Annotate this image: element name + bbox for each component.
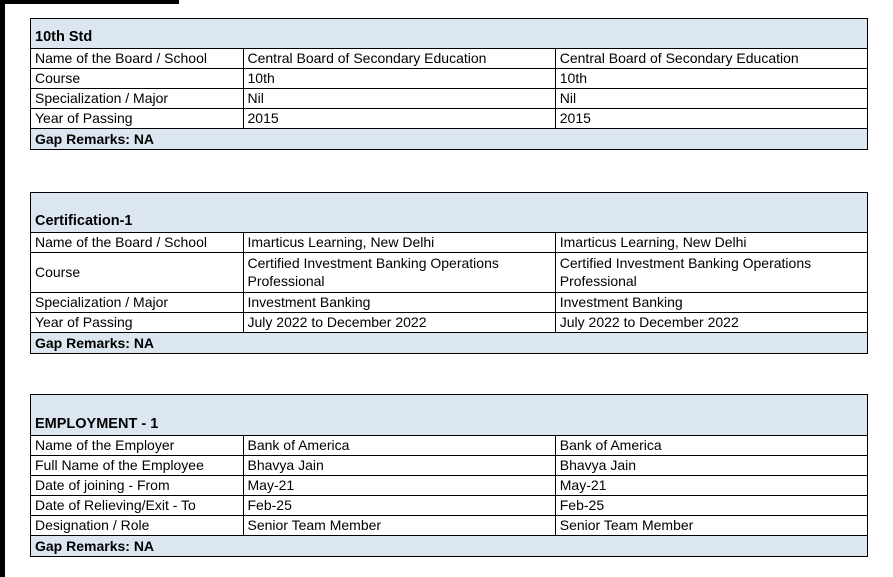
certification-table [30, 192, 868, 354]
gap-remarks-row: Gap Remarks: NA [31, 535, 867, 556]
table-row [31, 48, 867, 68]
cell-value: Bank of America [243, 436, 555, 455]
cell-value: Bhavya Jain [243, 456, 555, 475]
row-label: Date of Relieving/Exit - To [35, 496, 196, 513]
row-label: Year of Passing [35, 109, 133, 126]
table-row [31, 455, 867, 475]
table-row [31, 312, 867, 332]
row-label: Year of Passing [35, 313, 133, 330]
page-left-border [0, 0, 5, 577]
cell-value: Certified Investment Banking Operations Professional [243, 253, 555, 292]
table-row [31, 88, 867, 108]
cell-value: May-21 [555, 476, 867, 495]
table-row [31, 475, 867, 495]
cell-value: 10th [555, 69, 867, 88]
row-label: Date of joining - From [35, 476, 170, 493]
row-label: Name of the Employer [35, 436, 175, 453]
cell-value: Imarticus Learning, New Delhi [555, 233, 867, 252]
gap-remarks-row: Gap Remarks: NA [31, 128, 867, 149]
table-title: Certification-1 [31, 193, 867, 232]
cell-value: Nil [555, 89, 867, 108]
table-row [31, 252, 867, 292]
table-title: 10th Std [31, 19, 867, 48]
row-label: Specialization / Major [35, 89, 169, 106]
row-label: Full Name of the Employee [35, 456, 204, 473]
cell-value: 10th [243, 69, 555, 88]
row-label: Name of the Board / School [35, 233, 207, 250]
cell-value: Certified Investment Banking Operations Professional [555, 253, 867, 292]
cell-value: Feb-25 [243, 496, 555, 515]
table-row [31, 232, 867, 252]
row-label: Designation / Role [35, 516, 150, 533]
table-title: EMPLOYMENT - 1 [31, 395, 867, 435]
cell-value: 2015 [243, 109, 555, 128]
cell-value: May-21 [243, 476, 555, 495]
table-row [31, 515, 867, 535]
table-row [31, 292, 867, 312]
cell-value: Imarticus Learning, New Delhi [243, 233, 555, 252]
row-label: Specialization / Major [35, 293, 169, 310]
table-row [31, 435, 867, 455]
cell-value: Bhavya Jain [555, 456, 867, 475]
cell-value: Investment Banking [243, 293, 555, 312]
cell-value: 2015 [555, 109, 867, 128]
cell-value: Senior Team Member [555, 516, 867, 535]
cell-value: July 2022 to December 2022 [555, 313, 867, 332]
cell-value: July 2022 to December 2022 [243, 313, 555, 332]
cell-value: Senior Team Member [243, 516, 555, 535]
row-label: Course [35, 69, 81, 86]
cell-value: Nil [243, 89, 555, 108]
employment-table [30, 394, 868, 557]
education-table-10th-std [30, 18, 868, 150]
gap-remarks-row: Gap Remarks: NA [31, 332, 867, 353]
row-label: Name of the Board / School [35, 49, 207, 66]
row-label: Course [35, 263, 81, 280]
table-row [31, 68, 867, 88]
cell-value: Central Board of Secondary Education [555, 49, 867, 68]
table-row [31, 108, 867, 128]
cell-value: Central Board of Secondary Education [243, 49, 555, 68]
cell-value: Investment Banking [555, 293, 867, 312]
table-row [31, 495, 867, 515]
cell-value: Feb-25 [555, 496, 867, 515]
cell-value: Bank of America [555, 436, 867, 455]
page-top-border [0, 0, 179, 4]
